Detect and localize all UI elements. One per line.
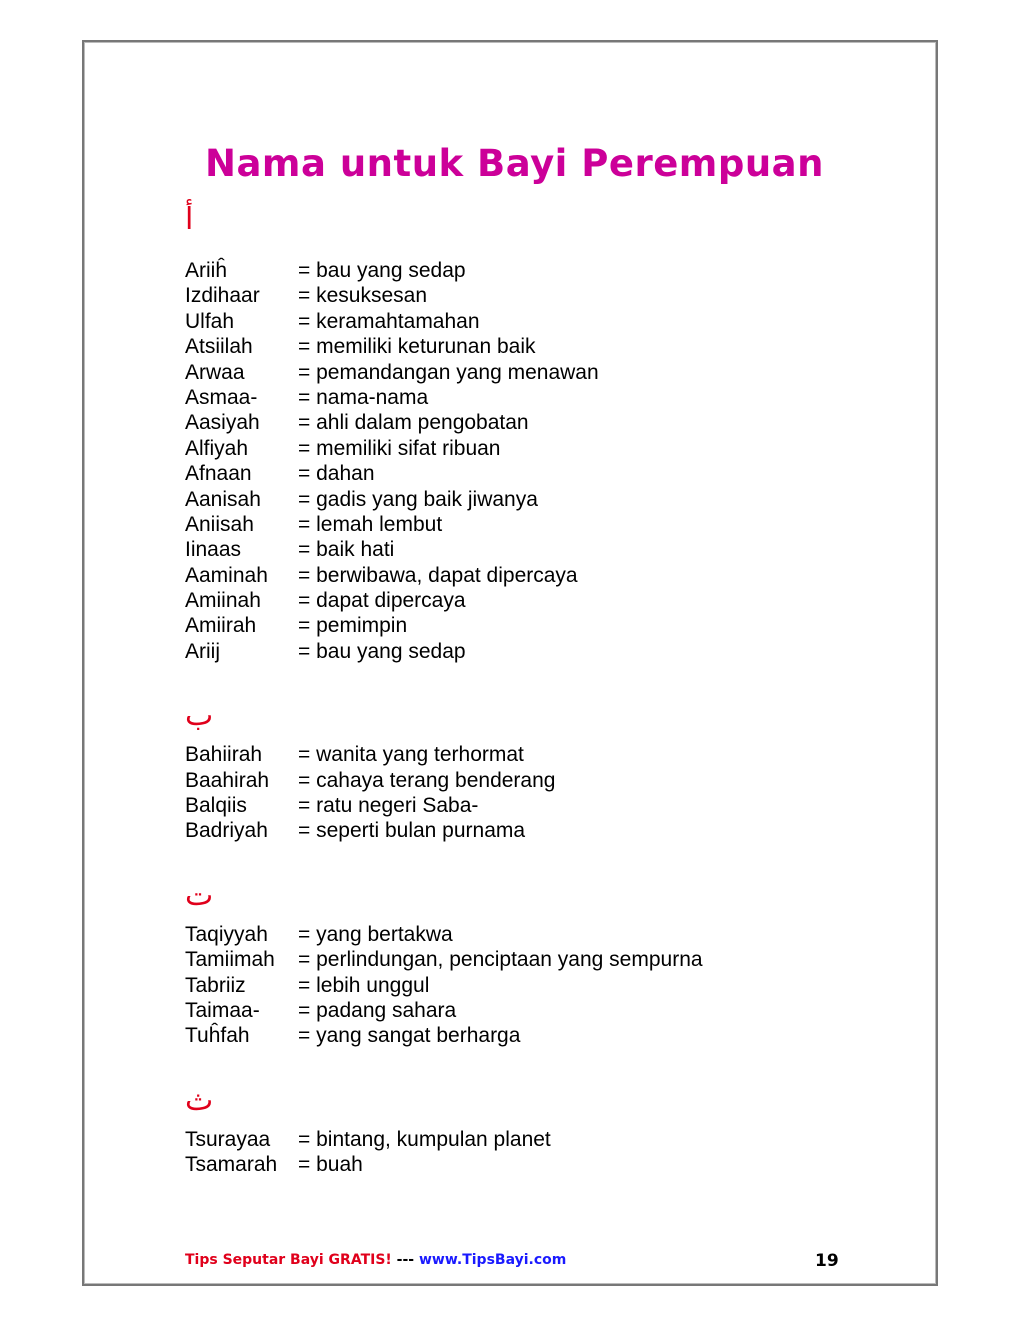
entry-meaning: = memiliki keturunan baik [298, 335, 536, 359]
list-item [185, 973, 885, 998]
list-item [185, 639, 885, 664]
list-item [185, 563, 885, 588]
list-item [185, 947, 885, 972]
entry-name: Alfiyah [185, 436, 249, 460]
entry-name: Baahirah [185, 768, 270, 792]
entry-name: Ariij [185, 639, 220, 663]
list-item [185, 1152, 885, 1177]
entry-name: Ariiĥ [185, 259, 228, 282]
entry-meaning: = memiliki sifat ribuan [298, 436, 501, 460]
entry-meaning: = perlindungan, penciptaan yang sempurna [298, 948, 703, 972]
entry-name: Aniisah [185, 512, 254, 536]
entry-name: Aanisah [185, 487, 261, 511]
entry-meaning: = kesuksesan [298, 284, 427, 308]
entry-name: Afnaan [185, 462, 252, 486]
list-item [185, 487, 885, 512]
entry-name: Taimaa- [185, 998, 260, 1022]
list-item [185, 461, 885, 486]
entry-name: Balqiis [185, 794, 247, 818]
entry-name: Aaminah [185, 563, 268, 587]
entry-name: Tabriiz [185, 973, 246, 997]
entry-meaning: = padang sahara [298, 998, 457, 1022]
list-item [185, 283, 885, 308]
entry-meaning: = cahaya terang benderang [298, 768, 556, 792]
list-item [185, 436, 885, 461]
list-item [185, 512, 885, 537]
entry-meaning: = yang bertakwa [298, 922, 453, 946]
entry-meaning: = buah [298, 1153, 363, 1177]
entry-name: Tsurayaa [185, 1127, 271, 1151]
entry-meaning: = yang sangat berharga [298, 1024, 521, 1048]
entry-meaning: = bintang, kumpulan planet [298, 1127, 551, 1151]
entry-meaning: = wanita yang terhormat [298, 743, 524, 767]
entry-name: Ulfah [185, 309, 235, 333]
entry-name: Asmaa- [185, 385, 258, 409]
entry-meaning: = baik hati [298, 538, 395, 562]
entry-meaning: = bau yang sedap [298, 639, 466, 663]
list-item [185, 922, 885, 947]
entry-meaning: = dapat dipercaya [298, 589, 466, 613]
entry-meaning: = keramahtamahan [298, 309, 480, 333]
list-item [185, 385, 885, 410]
list-item [185, 537, 885, 562]
entry-meaning: = seperti bulan purnama [298, 819, 526, 843]
list-item [185, 1023, 885, 1048]
section-ta [185, 876, 885, 1049]
entry-name: Bahiirah [185, 743, 263, 767]
entry-name: Izdihaar [185, 284, 260, 308]
entry-name: Atsiilah [185, 335, 253, 359]
section-letter: ب [185, 698, 214, 734]
list-item [185, 613, 885, 638]
entry-name: Badriyah [185, 819, 268, 843]
list-item [185, 742, 885, 767]
section-letter: أ [185, 202, 194, 237]
name-sections [185, 200, 885, 1210]
entry-name: Arwaa [185, 360, 245, 384]
entry-name: Amiinah [185, 589, 261, 613]
footer-url[interactable]: www.TipsBayi.com [418, 1252, 567, 1268]
section-tsa [185, 1081, 885, 1178]
entry-name: Tuĥfah [185, 1024, 250, 1048]
footer-separator: --- [391, 1252, 419, 1268]
entry-meaning: = nama-nama [298, 385, 429, 409]
section-letter: ت [185, 877, 214, 913]
list-item [185, 410, 885, 435]
entry-meaning: = lemah lembut [298, 512, 443, 536]
footer-brand: Tips Seputar Bayi GRATIS! [185, 1252, 392, 1268]
entry-name: Tsamarah [185, 1153, 278, 1177]
entry-name: Aasiyah [185, 411, 260, 435]
list-item [185, 998, 885, 1023]
entry-meaning: = berwibawa, dapat dipercaya [298, 563, 578, 587]
list-item [185, 768, 885, 793]
entry-meaning: = lebih unggul [298, 973, 430, 997]
entry-meaning: = pemimpin [298, 614, 408, 638]
list-item [185, 588, 885, 613]
section-ba [185, 696, 885, 844]
entry-name: Tamiimah [185, 948, 275, 972]
page-number: 19 [815, 1251, 839, 1271]
footer [185, 1252, 566, 1268]
section-alif [185, 200, 885, 664]
section-letter: ث [185, 1082, 214, 1118]
list-item [185, 360, 885, 385]
list-item [185, 793, 885, 818]
list-item [185, 818, 885, 843]
entry-meaning: = gadis yang baik jiwanya [298, 487, 538, 511]
entry-meaning: = ahli dalam pengobatan [298, 411, 529, 435]
list-item [185, 258, 885, 283]
entry-meaning: = bau yang sedap [298, 259, 466, 282]
list-item [185, 334, 885, 359]
entry-meaning: = dahan [298, 462, 375, 486]
entry-meaning: = ratu negeri Saba- [298, 794, 479, 818]
entry-name: Taqiyyah [185, 922, 268, 946]
list-item [185, 309, 885, 334]
entry-name: Iinaas [185, 538, 242, 562]
list-item [185, 1127, 885, 1152]
entry-meaning: = pemandangan yang menawan [298, 360, 599, 384]
entry-name: Amiirah [185, 614, 257, 638]
page-title: Nama untuk Bayi Perempuan [205, 142, 824, 185]
